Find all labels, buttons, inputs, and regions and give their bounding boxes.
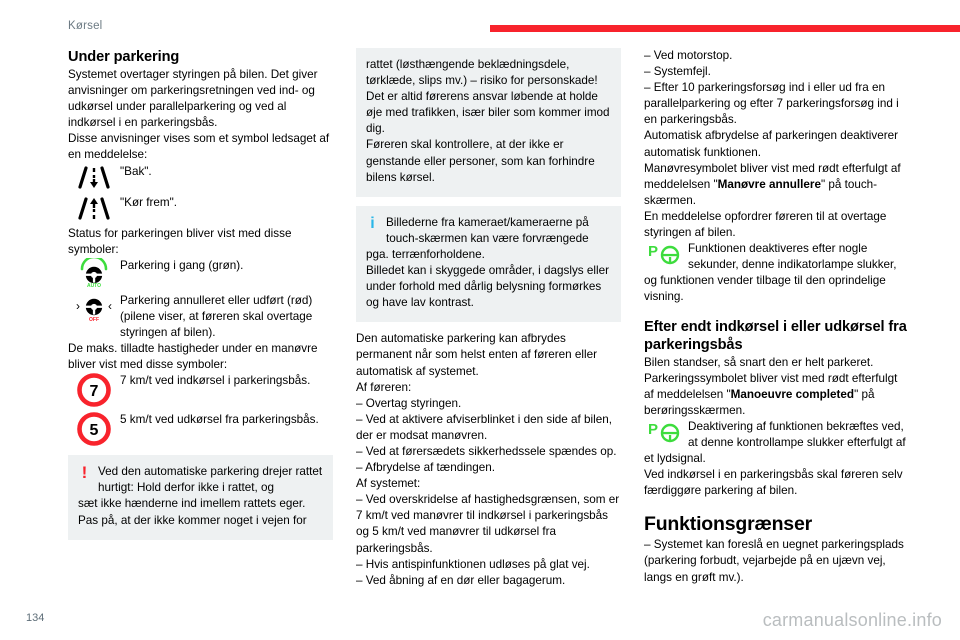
list-item: – Ved overskridelse af hastighedsgrænsen, som er 7 km/t ved manøvrer til indkørsel i parkeringsbås og 5 km/t ved manøvrer til udkørsel fra parkeringsbås.: [356, 493, 620, 555]
info-i-icon: i: [370, 214, 375, 232]
manoevre-text-pre: Manøvresymbolet bliver vist med rødt efterfulgt af meddelelsen ": [644, 161, 901, 191]
parkering-text-bold: Manoeuvre completed: [730, 387, 855, 401]
svg-text:AUTO: AUTO: [86, 282, 102, 288]
paragraph-ved-indkoersel: Ved indkørsel i en parkeringsbås skal føreren selv færdiggøre parkering af bilen.: [644, 468, 903, 498]
paragraph-disse-anvisninger: Disse anvisninger vises som et symbol ledsaget af en meddelelse:: [68, 132, 330, 162]
steering-wheel-off-red-icon: [68, 293, 120, 323]
paragraph-bilen-standser: Bilen standser, så snart den er helt parkeret.: [644, 355, 874, 369]
list-item: – Ved at førersædets sikkerhedssele spændes op.: [356, 444, 617, 458]
label-af-foreren: Af føreren:: [356, 380, 412, 394]
header-red-rule: [490, 25, 960, 32]
svg-text:›: ›: [76, 298, 80, 313]
symbol-label-back: "Bak".: [120, 164, 152, 178]
paragraph-parkeringssymbolet: [644, 371, 909, 419]
manoevre-text-post: " på touch-skærmen.: [644, 177, 878, 207]
speed-limit-7-icon: [68, 373, 120, 407]
list-item: – Hvis antispinfunktionen udløses på glat vej.: [356, 557, 590, 571]
section-heading-efter-endt: Efter endt indkørsel i eller udkørsel fra parkeringsbås: [644, 318, 907, 353]
lamp-rest-2: et lydsignal.: [644, 452, 706, 466]
paragraph-max-speeds: De maks. tilladte hastigheder under en manøvre bliver vist med disse symboler:: [68, 342, 318, 372]
lamp-row-1: [644, 241, 909, 273]
page-number: 134: [26, 612, 45, 624]
symbol-row-back: [68, 164, 333, 190]
paragraph-meddelelse-opfordrer: En meddelelse opfordrer føreren til at overtage styringen af bilen.: [644, 209, 887, 240]
park-assist-green-icon: [644, 241, 688, 267]
list-item: – Efter 10 parkeringsforsøg ind i eller ud fra en parallelparkering og efter 7 parkeringsforsøg ind i en parkeringsbås.: [644, 81, 899, 127]
list-item: – Ved motorstop.: [644, 49, 733, 62]
lamp-rest-1: og funktionen vender tilbage til den oprindelige visning.: [644, 274, 886, 304]
status-row-red: [68, 293, 333, 341]
column-middle: [356, 48, 621, 589]
park-assist-green-icon: [644, 419, 688, 445]
svg-text:OFF: OFF: [89, 316, 99, 323]
page-body: [0, 48, 960, 608]
svg-text:P: P: [648, 243, 659, 261]
warning-note-lead: Ved den automatiske parkering drejer rattet hurtigt: Hold derfor ikke i rattet, og: [98, 465, 323, 495]
road-arrow-forward-icon: [68, 195, 120, 221]
section-heading-funktionsgraenser: Funktionsgrænser: [644, 513, 812, 536]
steering-wheel-auto-green-icon: [68, 258, 120, 288]
paragraph-automatisk-afbrydelse: Automatisk afbrydelse af parkeringen deaktiverer automatisk funktionen.: [644, 129, 899, 159]
column-right: [644, 48, 909, 586]
speed-label-7: 7 km/t ved indkørsel i parkeringsbås.: [120, 374, 311, 388]
list-item: – Systemfejl.: [644, 65, 711, 79]
svg-text:P: P: [648, 420, 659, 438]
speed-limit-5-icon: [68, 412, 120, 446]
label-af-systemet: Af systemet:: [356, 477, 421, 491]
parkering-text-pre: Parkeringssymbolet bliver vist med rødt efterfulgt af meddelelsen ": [644, 371, 898, 401]
speed-row-5: [68, 412, 333, 446]
warning-note-rest: sæt ikke hænderne ind imellem rattets eger. Pas på, at der ikke kommer noget i vejen for: [78, 497, 307, 527]
watermark: carmanualsonline.info: [762, 610, 942, 630]
list-item: – Afbrydelse af tændingen.: [356, 461, 496, 475]
lamp-label-1: Funktionen deaktiveres efter nogle sekunder, denne indikatorlampe slukker,: [688, 242, 897, 272]
lamp-row-2: [644, 419, 909, 451]
info-note-rest-1: pga. terrænforholdene.: [366, 247, 485, 261]
road-arrow-back-icon: [68, 164, 120, 190]
status-label-green: Parkering i gang (grøn).: [120, 258, 244, 272]
status-row-green: [68, 258, 333, 288]
info-note-lead: Billederne fra kameraet/kameraerne på touch-skærmen kan være forvrængede: [386, 215, 589, 245]
paragraph-manoevresymbolet: [644, 161, 909, 209]
speed-row-7: [68, 373, 333, 407]
paragraph-afbrydes-permanent: Den automatiske parkering kan afbrydes permanent når som helst enten af føreren eller automatisk af systemet.: [356, 332, 598, 378]
warning-exclamation-icon: !: [81, 463, 88, 483]
page-header: [0, 0, 960, 40]
info-note-box: [356, 206, 621, 323]
svg-text:‹: ‹: [108, 298, 112, 313]
warning-cont-line2: Det er altid førerens ansvar løbende at holde øje med trafikken, især biler som kommer imod dig.: [366, 90, 610, 136]
warning-cont-line3: Føreren skal kontrollere, at der ikke er genstande eller personer, som kan forhindre bilens kørsel.: [366, 138, 595, 184]
list-item: – Systemet kan foreslå en uegnet parkeringsplads (parkering forbudt, vejarbejde på en ujævn vej, langs en grøft mv.).: [644, 538, 904, 584]
manoevre-text-bold: Manøvre annullere: [717, 177, 821, 191]
warning-note-box: [68, 455, 333, 539]
paragraph-system-overtager: Systemet overtager styringen på bilen. Det giver anvisninger om parkeringsretningen ved ind- og udkørsel under parallelparkering og ved al indkørsel i en parkeringsbås.: [68, 68, 318, 130]
speed-5-value: 5: [89, 422, 99, 440]
list-item: – Ved at aktivere afviserblinket i den side af bilen, der er modsat manøvren.: [356, 412, 612, 442]
speed-label-5: 5 km/t ved udkørsel fra parkeringsbås.: [120, 413, 319, 427]
list-item: – Overtag styringen.: [356, 396, 462, 410]
column-left: [68, 48, 333, 540]
warning-cont-line1: rattet (løsthængende beklædningsdele, tørklæde, slips mv.) – risiko for personskade!: [366, 58, 598, 88]
paragraph-status-intro: Status for parkeringen bliver vist med disse symboler:: [68, 226, 292, 256]
parkering-text-post: " på berøringsskærmen.: [644, 387, 875, 417]
lamp-label-2: Deaktivering af funktionen bekræftes ved, at denne kontrollampe slukker efterfulgt af: [688, 419, 906, 449]
chapter-title: Kørsel: [68, 20, 103, 32]
info-note-rest-2: Billedet kan i skyggede områder, i dagslys eller under forhold med dårlig belysning formørkes og have lav kontrast.: [366, 264, 609, 310]
status-label-red: Parkering annulleret eller udført (rød) (pilene viser, at føreren skal overtage styringen af bilen).: [120, 293, 313, 339]
warning-note-continued: [356, 48, 621, 197]
section-heading-under-parkering: Under parkering: [68, 49, 180, 65]
list-item: – Ved åbning af en dør eller bagagerum.: [356, 573, 566, 587]
speed-7-value: 7: [89, 383, 99, 401]
symbol-label-forward: "Kør frem".: [120, 195, 177, 209]
symbol-row-forward: [68, 195, 333, 221]
